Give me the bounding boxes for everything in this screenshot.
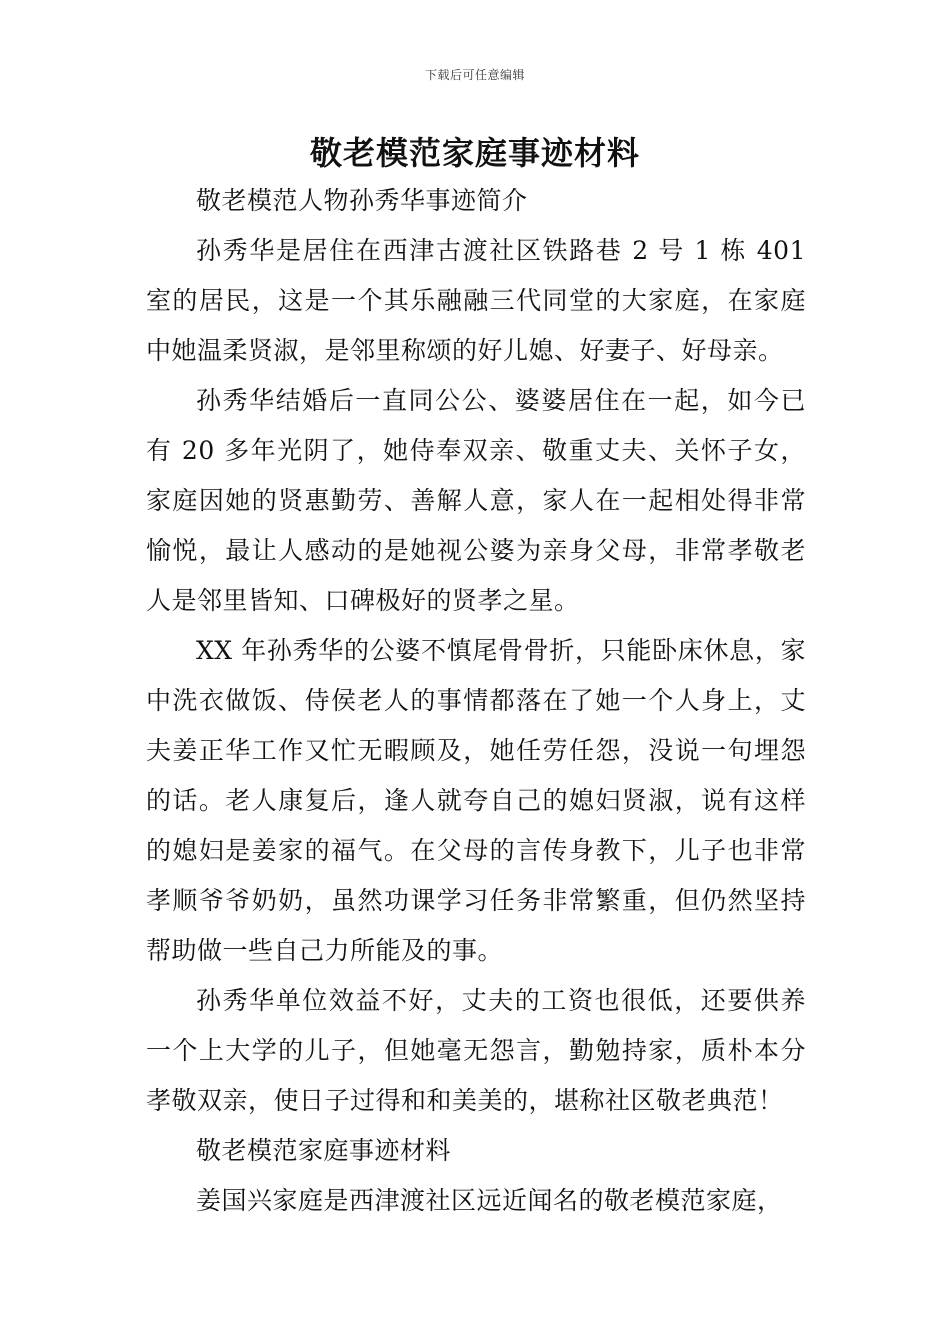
document-body [146, 176, 806, 1226]
paragraph-subtitle-1: 敬老模范人物孙秀华事迹简介 [196, 186, 528, 215]
header-note: 下载后可任意编辑 [424, 68, 525, 82]
paragraph: 孙秀华结婚后一直同公公、婆婆居住在一起，如今已有 20 多年光阴了，她侍奉双亲、敬重丈夫、关怀子女，家庭因她的贤惠勤劳、善解人意，家人在一起相处得非常愉悦，最让人感动的是她视公婆为亲身父母，非常孝敬老人是邻里皆知、口碑极好的贤孝之星。 [146, 386, 806, 615]
paragraph: 孙秀华是居住在西津古渡社区铁路巷 2 号 1 栋 401 室的居民，这是一个其乐融融三代同堂的大家庭，在家庭中她温柔贤淑，是邻里称颂的好儿媳、好妻子、好母亲。 [146, 236, 806, 365]
document-title: 敬老模范家庭事迹材料 [309, 134, 640, 172]
paragraph: 孙秀华单位效益不好，丈夫的工资也很低，还要供养一个上大学的儿子，但她毫无怨言，勤勉持家，质朴本分孝敬双亲，使日子过得和和美美的，堪称社区敬老典范！ [146, 986, 806, 1115]
paragraph: XX 年孙秀华的公婆不慎尾骨骨折，只能卧床休息，家中洗衣做饭、侍侯老人的事情都落在了她一个人身上，丈夫姜正华工作又忙无暇顾及，她任劳任怨，没说一句埋怨的话。老人康复后，逢人就夸自己的媳妇贤淑，说有这样的媳妇是姜家的福气。在父母的言传身教下，儿子也非常孝顺爷爷奶奶，虽然功课学习任务非常繁重，但仍然坚持帮助做一些自己力所能及的事。 [146, 636, 806, 965]
paragraph: 姜国兴家庭是西津渡社区远近闻名的敬老模范家庭， [196, 1186, 783, 1215]
paragraph-subtitle-2: 敬老模范家庭事迹材料 [196, 1136, 452, 1165]
